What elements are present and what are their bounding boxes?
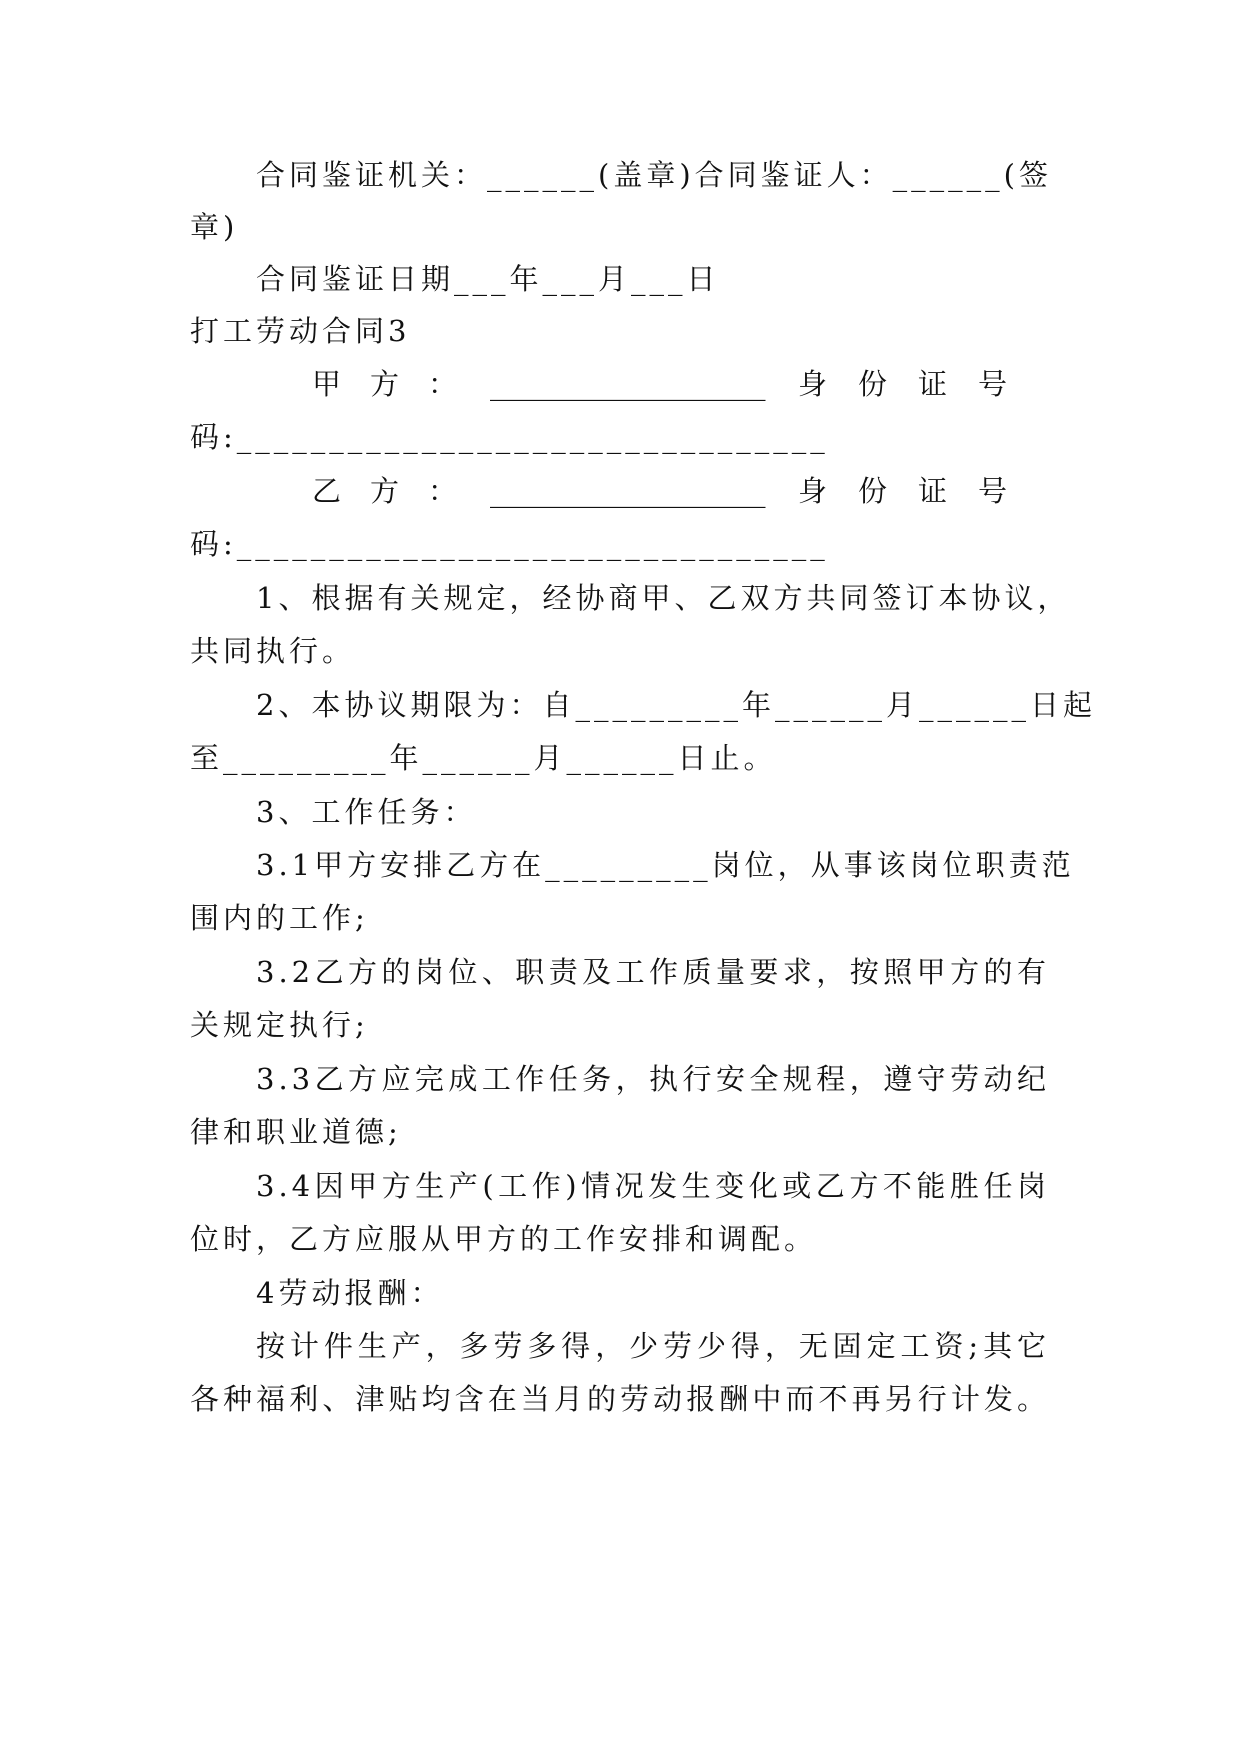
party-a-row <box>190 364 1050 404</box>
clause-3-4-line-2: 位时，乙方应服从甲方的工作安排和调配。 <box>190 1222 818 1256</box>
clause-1-line-1: 1、根据有关规定，经协商甲、乙双方共同签订本协议， <box>256 581 1071 615</box>
party-a-id-char-3: 证 <box>918 367 948 401</box>
clause-3-1-line-2: 围内的工作; <box>190 901 369 935</box>
clause-3-2-line-2: 关规定执行; <box>190 1008 369 1042</box>
clause-4-line-2: 各种福利、津贴均含在当月的劳动报酬中而不再另行计发。 <box>190 1382 1050 1416</box>
party-b-row <box>190 471 1050 511</box>
party-b-char-2: 方 <box>370 474 400 508</box>
clause-1-line-2: 共同执行。 <box>190 634 356 668</box>
party-a-id-char-1: 身 <box>798 367 828 401</box>
party-a-char-2: 方 <box>370 367 400 401</box>
clause-3-heading: 3、工作任务： <box>256 795 477 829</box>
party-b-colon: ： <box>428 474 458 508</box>
verification-authority-line: 合同鉴证机关：______(盖章)合同鉴证人：______(签 <box>256 158 1052 192</box>
clause-2-line-2: 至_________年______月______日止。 <box>190 741 777 775</box>
verification-date-line: 合同鉴证日期___年___月___日 <box>256 262 720 296</box>
party-a-id-char-4: 号 <box>978 367 1008 401</box>
party-b-id-char-1: 身 <box>798 474 828 508</box>
party-a-id-line: 码:________________________________ <box>190 420 829 454</box>
party-b-id-line: 码:________________________________ <box>190 527 829 561</box>
party-a-char-1: 甲 <box>312 367 342 401</box>
verification-authority-line-cont: 章) <box>190 210 239 244</box>
clause-3-3-line-2: 律和职业道德; <box>190 1115 402 1149</box>
party-b-id-char-4: 号 <box>978 474 1008 508</box>
clause-3-4-line-1: 3.4因甲方生产(工作)情况发生变化或乙方不能胜任岗 <box>256 1169 1050 1203</box>
party-b-char-1: 乙 <box>312 474 342 508</box>
party-b-name-blank: ___________________ <box>490 474 766 508</box>
clause-3-2-line-1: 3.2乙方的岗位、职责及工作质量要求，按照甲方的有 <box>256 955 1050 989</box>
clause-4-line-1: 按计件生产，多劳多得，少劳少得，无固定工资;其它 <box>256 1329 1050 1363</box>
party-a-colon: ： <box>428 367 458 401</box>
clause-4-heading: 4劳动报酬： <box>256 1276 444 1310</box>
clause-3-1-line-1: 3.1甲方安排乙方在_________岗位，从事该岗位职责范 <box>256 848 1075 882</box>
clause-3-3-line-1: 3.3乙方应完成工作任务，执行安全规程，遵守劳动纪 <box>256 1062 1050 1096</box>
clause-2-line-1: 2、本协议期限为：自_________年______月______日起 <box>256 688 1096 722</box>
party-a-name-blank: ___________________ <box>490 367 766 401</box>
contract-title: 打工劳动合同3 <box>190 314 411 348</box>
party-b-id-char-3: 证 <box>918 474 948 508</box>
party-b-id-char-2: 份 <box>858 474 888 508</box>
party-a-id-char-2: 份 <box>858 367 888 401</box>
